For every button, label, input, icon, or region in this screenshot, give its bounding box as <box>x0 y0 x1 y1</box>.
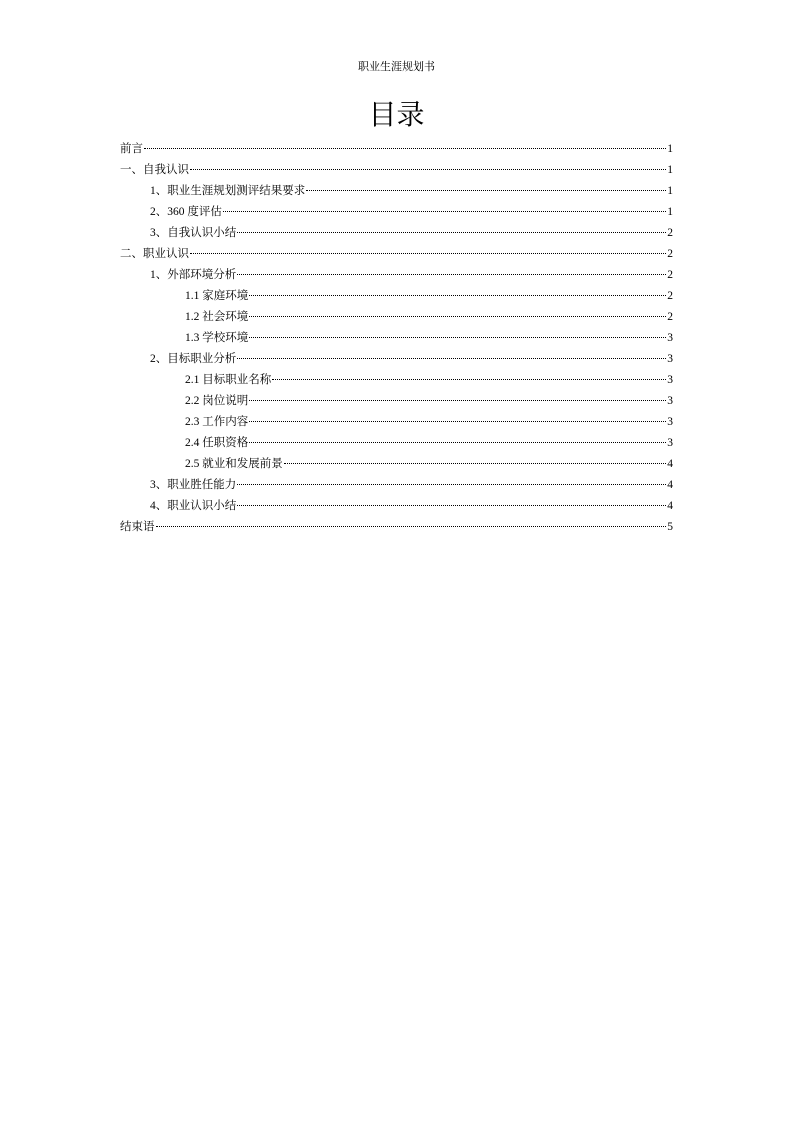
dot-leader <box>249 421 666 422</box>
toc-entry-page: 1 <box>667 185 673 197</box>
toc-entry-label: 2、360 度评估 <box>150 206 222 218</box>
toc-entry-page: 3 <box>667 374 673 386</box>
toc-entry-label: 1.3 学校环境 <box>185 332 249 344</box>
dot-leader <box>144 148 666 149</box>
toc-entry-page: 2 <box>667 248 673 260</box>
toc-entry-page: 1 <box>667 164 673 176</box>
dot-leader <box>249 337 666 338</box>
toc-entry-page: 3 <box>667 395 673 407</box>
toc-entry-label: 2.3 工作内容 <box>185 416 249 428</box>
toc-entry-page: 3 <box>667 353 673 365</box>
toc-entry-self-awareness[interactable] <box>120 160 673 181</box>
toc-entry-conclusion[interactable] <box>120 517 673 538</box>
running-header: 职业生涯规划书 <box>358 61 435 73</box>
table-of-contents <box>120 139 673 538</box>
toc-entry-label: 2、目标职业分析 <box>150 353 237 365</box>
toc-entry-page: 1 <box>667 143 673 155</box>
toc-entry-label: 3、职业胜任能力 <box>150 479 237 491</box>
toc-entry-label: 2.5 就业和发展前景 <box>185 458 283 470</box>
toc-title: 目录 <box>368 100 425 131</box>
toc-entry-page: 1 <box>667 206 673 218</box>
toc-entry-position-description[interactable] <box>120 391 673 412</box>
dot-leader <box>190 253 666 254</box>
dot-leader <box>156 526 667 527</box>
dot-leader <box>272 379 666 380</box>
toc-entry-label: 4、职业认识小结 <box>150 500 237 512</box>
toc-entry-job-content[interactable] <box>120 412 673 433</box>
dot-leader <box>237 358 666 359</box>
toc-entry-target-career-analysis[interactable] <box>120 349 673 370</box>
toc-entry-label: 1.1 家庭环境 <box>185 290 249 302</box>
toc-entry-career-awareness-summary[interactable] <box>120 496 673 517</box>
toc-entry-label: 结束语 <box>120 521 155 533</box>
toc-entry-label: 3、自我认识小结 <box>150 227 237 239</box>
dot-leader <box>223 211 666 212</box>
dot-leader <box>237 505 666 506</box>
toc-entry-page: 5 <box>667 521 673 533</box>
toc-entry-label: 前言 <box>120 143 143 155</box>
toc-entry-qualifications[interactable] <box>120 433 673 454</box>
toc-entry-label: 一、自我认识 <box>120 164 189 176</box>
dot-leader <box>249 442 666 443</box>
toc-entry-social-environment[interactable] <box>120 307 673 328</box>
toc-entry-page: 2 <box>667 290 673 302</box>
toc-entry-competency[interactable] <box>120 475 673 496</box>
toc-entry-preface[interactable] <box>120 139 673 160</box>
toc-entry-page: 2 <box>667 311 673 323</box>
toc-entry-label: 1、职业生涯规划测评结果要求 <box>150 185 306 197</box>
dot-leader <box>306 190 666 191</box>
toc-entry-page: 4 <box>667 479 673 491</box>
toc-entry-school-environment[interactable] <box>120 328 673 349</box>
toc-entry-page: 2 <box>667 269 673 281</box>
dot-leader <box>237 232 666 233</box>
dot-leader <box>249 400 666 401</box>
toc-entry-self-awareness-summary[interactable] <box>120 223 673 244</box>
toc-entry-page: 4 <box>667 458 673 470</box>
toc-entry-external-environment[interactable] <box>120 265 673 286</box>
dot-leader <box>190 169 666 170</box>
toc-entry-label: 二、职业认识 <box>120 248 189 260</box>
toc-entry-career-awareness[interactable] <box>120 244 673 265</box>
toc-entry-label: 2.4 任职资格 <box>185 437 249 449</box>
toc-entry-family-environment[interactable] <box>120 286 673 307</box>
toc-entry-page: 2 <box>667 227 673 239</box>
toc-entry-label: 2.1 目标职业名称 <box>185 374 272 386</box>
toc-entry-label: 1、外部环境分析 <box>150 269 237 281</box>
toc-entry-label: 2.2 岗位说明 <box>185 395 249 407</box>
toc-entry-employment-prospects[interactable] <box>120 454 673 475</box>
toc-entry-page: 4 <box>667 500 673 512</box>
toc-entry-360-evaluation[interactable] <box>120 202 673 223</box>
dot-leader <box>249 316 666 317</box>
dot-leader <box>237 274 666 275</box>
toc-entry-page: 3 <box>667 437 673 449</box>
toc-entry-assessment-requirements[interactable] <box>120 181 673 202</box>
toc-entry-page: 3 <box>667 416 673 428</box>
toc-entry-target-career-name[interactable] <box>120 370 673 391</box>
dot-leader <box>284 463 667 464</box>
toc-entry-label: 1.2 社会环境 <box>185 311 249 323</box>
dot-leader <box>249 295 666 296</box>
toc-entry-page: 3 <box>667 332 673 344</box>
dot-leader <box>237 484 666 485</box>
